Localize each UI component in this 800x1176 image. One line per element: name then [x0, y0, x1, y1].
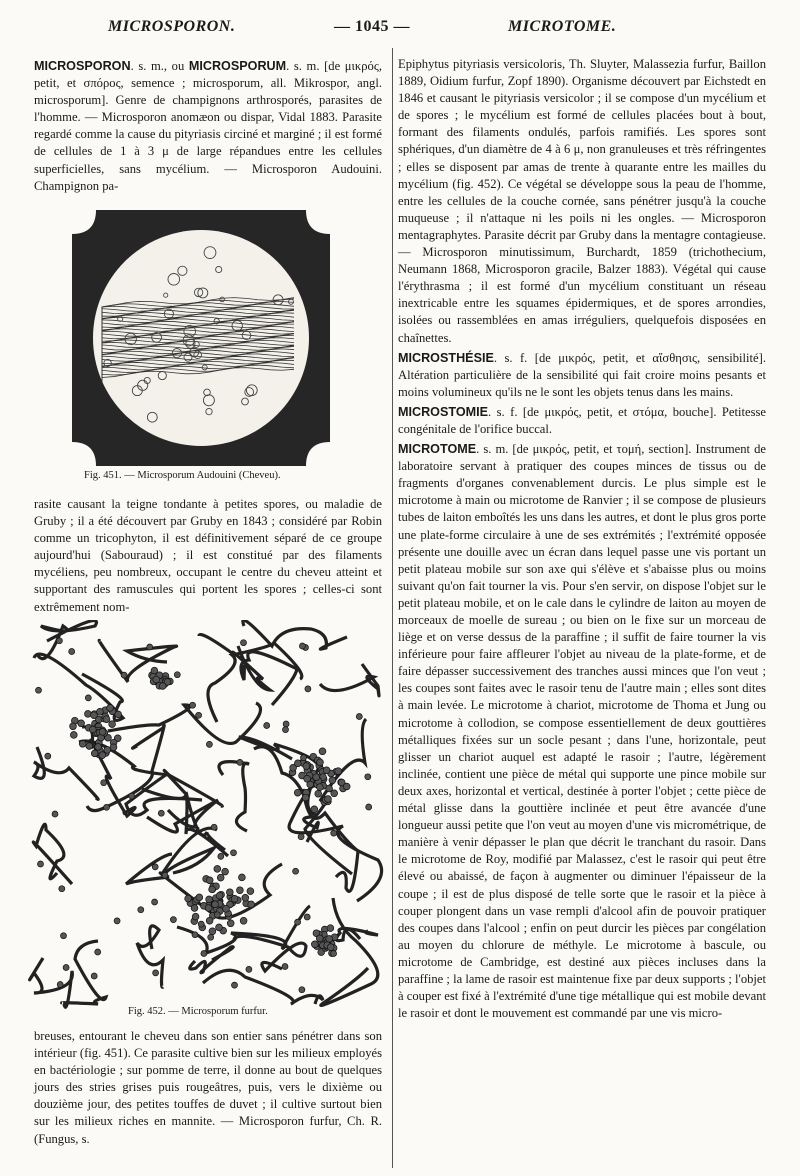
right-column: [398, 56, 766, 1022]
paragraph-furfur: Epiphytus pityriasis versicoloris, Th. Sluyter, Malassezia furfur, Baillon 1889, Oidium furfur, Zopf 1890). Organisme découvert par Eichstedt en 1846 et causant le pityriasis versicolor ; il se compose d'un mycélium et de spores ; le mycélium est formé de cellules placées bout à bout, formant des filaments ondulés, parfois ramifiés. Les spores sont sphériques, d'un diamètre de 4 à 6 μ, non granuleuses et très réfringentes ; elles se disposent par amas de trente à quarante entre les mailles du mycélium (fig. 452). Ce végétal se développe sous la peau de l'homme, entre les cellules de la couche cornée, sans pénétrer jusqu'à la couche muqueuse ; il n'attaque ni les poils ni les ongles. — Microsporon mentagraphytes. Parasite décrit par Gruby dans la mentagre contagieuse. — Microsporon minutissimum, Burchardt, 1859 (trichothecium, Neumann 1868, Microsporon gracile, Balzer 1883). Végétal qui cause l'érythrasma ; il est formé d'un mycélium constituant un réseau inextricable entre les squames épidermiques, et de spores arrondies, isolées ou rassemblées en amas irréguliers, quelquefois disposées en chaînettes.: [398, 57, 766, 345]
headword-microtome: MICROTOME: [398, 442, 477, 457]
headword-microstomie: MICROSTOMIE: [398, 404, 489, 419]
column-divider: [392, 48, 393, 1168]
page-header: [0, 8, 800, 36]
entry-microsthesie: MICROSTHÉSIE. s. f. [de μικρός, petit, et αἴσθησις, sensibilité]. Altération particulière de la sensibilité qui fait croire moins pesants et moins volumineux qu'ils ne le sont les objets tenus dans les mains.: [398, 350, 766, 399]
figure-452-caption: Fig. 452. — Microsporum furfur.: [128, 1006, 268, 1017]
entry-microstomie: MICROSTOMIE. s. f. [de μικρός, petit, et στόμα, bouche]. Petitesse congénitale de l'orifice buccal.: [398, 404, 766, 436]
paragraph-culture: breuses, entourant le cheveu dans son entier sans pénétrer dans son intérieur (fig. 451). Ce parasite cultive bien sur les milieux employés en bactériologie ; sur pomme de terre, il donne au bout de quelques jours des stries grises puis rougeâtres, puis, vers le dixième ou douzième jour, des petites touffes de duvet ; il cultive surtout bien sur les milieux riches en mannite. — Microsporon furfur, Ch. R. (Fungus, s.: [34, 1029, 382, 1146]
running-head-left: MICROSPORON.: [108, 18, 236, 35]
figure-451-illustration: [72, 210, 330, 466]
entry-microsporon: MICROSPORON. s. m., ou MICROSPORUM. s. m. [de μικρός, petit, et σπόρος, semence ; microsporum, all. Mikrospor, angl. microsporum]. Genre de champignons arthrosporés, parasites de l'homme. — Microsporon anomæon ou dispar, Vidal 1883. Parasite regardé comme la cause du pityriasis circiné et marginé ; il est formé de cellules de 1 à 3 μ de large répandues entre les cellules superficielles, sans mycélium. — Microsporon Audouini. Champignon pa-: [34, 59, 382, 193]
running-head-right: MICROTOME.: [508, 18, 617, 35]
figure-452-illustration: [28, 620, 386, 1010]
figure-451-caption: Fig. 451. — Microsporum Audouini (Cheveu).: [84, 470, 281, 481]
entry-text: . s. m. [de μικρός, petit, et σπόρος, semence ; microsporum, all. Mikrospor, angl. microsporum]. Genre de champignons arthrosporés, parasites de l'homme. — Microsporon anomæon ou dispar, Vidal 1883. Parasite regardé comme la cause du pityriasis circiné et marginé ; il est formé de cellules de 1 à 3 μ de large répandues entre les cellules superficielles, sans mycélium. — Microsporon Audouini. Champignon pa-: [34, 59, 382, 193]
paragraph-gruby: rasite causant la teigne tondante à petites spores, ou maladie de Gruby ; il a été découvert par Gruby en 1843 ; considéré par Robin comme un tricophyton, il est définitivement séparé de ce groupe aujourd'hui (Sabouraud) ; il est constitué par des filaments mycéliens, peu nombreux, occupant le centre du cheveu atteint et supportant des ramuscules qui portent les spores ; celles-ci sont extrêmement nom-: [34, 497, 382, 614]
entry-microtome: MICROTOME. s. m. [de μικρός, petit, et τομή, section]. Instrument de laboratoire servant à pratiquer des coupes minces de tissus ou de fragments d'organes convenablement durcis. Le plus simple est le microtome à main ou microtome de Ranvier ; il se compose de plusieurs tubes de laiton emboîtés les uns dans les autres, et dont le plus gros porte une plate-forme circulaire à une de ses extrémités ; l'extrémité opposée présente une douille avec un écran dans lequel passe une vis portant un petit plateau mobile sur son axe qui s'élève et s'abaisse plus ou moins suivant qu'on fait tourner la vis. Pour s'en servir, on dispose l'objet sur le petit plateau mobile, et on le cale dans le cylindre de laiton au moyen de morceaux de moelle de sureau ; ou bien on le fixe sur un morceau de liège et on verse dessus de la paraffine ; il suffit de faire tourner la vis inférieure pour faire affleurer l'objet au niveau de la plate-forme, et de faire dépasser successivement des tranches aussi minces que l'on veut ; les coupes sont faites avec le rasoir tenu de l'autre main ; elles sont dites à main levée. Le microtome à chariot, microtome de Thoma et Jung ou microtome à collodion, se compose essentiellement de deux gouttières métalliques fixées sur un socle pesant ; dans l'une, horizontale, peut glisser un chariot auquel est adapté le rasoir ; l'autre, légèrement inclinée, contient une pièce de métal qui supporte une pince mobile sur deux axes, horizontal et vertical, destinée à porter l'objet ; cette pièce de métal glisse dans la gouttière inclinée et peut être avancée d'une longueur aussi petite que l'on veut au moyen d'une vis micrométrique, de manière à venir dépasser le plan que décrit le tranchant du rasoir. Dans le microtome de Roy, modifié par Malassez, c'est le rasoir qui peut être élevé ou abaissé, de façon à augmenter ou diminuer l'épaisseur de la coupe ; il est de plus disposé de telle sorte que le rasoir et la pièce à couper plongent dans un vase rempli d'alcool afin de pouvoir pratiquer des coupes dans l'alcool ; enfin on peut durcir les pièces par congélation au moyen du chlorure de méthyle. Le microtome à bascule, ou microtome de Cambridge, est destiné aux pièces incluses dans la paraffine ; la lame de rasoir est maintenue fixe par deux supports ; l'objet à couper est fixé à l'extrémité d'une tige métallique qui est mobile devant le rasoir et dont le mouvement est commandé par une vis micro-: [398, 442, 766, 1021]
headword-microsthesie: MICROSTHÉSIE: [398, 350, 494, 365]
headword-microsporum: MICROSPORUM: [188, 59, 287, 73]
headword-microsporon: MICROSPORON: [34, 59, 131, 73]
page-number: — 1045 —: [334, 18, 410, 35]
